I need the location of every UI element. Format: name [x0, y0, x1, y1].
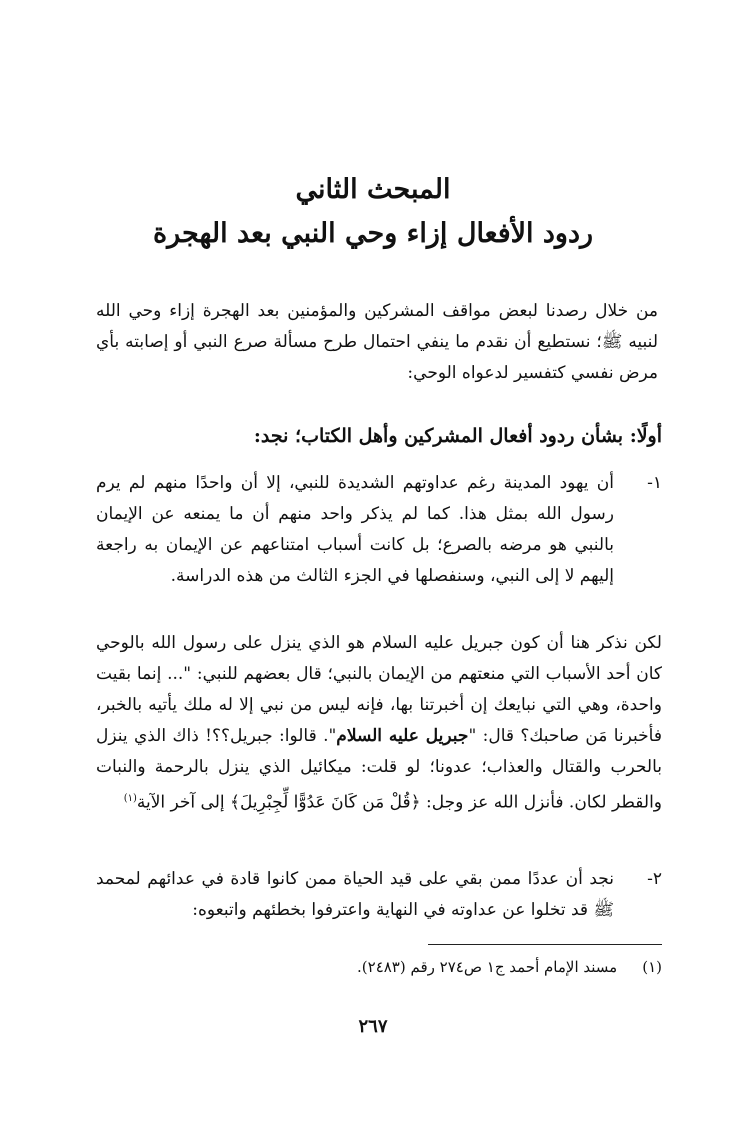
page-number: ٢٦٧ [358, 1016, 388, 1037]
title-line-1: المبحث الثاني [295, 174, 451, 205]
list-item-2 [96, 864, 662, 926]
quote-bold-name: جبريل عليه السلام [336, 726, 469, 746]
footnote-number: (١) [642, 958, 662, 976]
section-heading: أولًا: بشأن ردود أفعال المشركين وأهل الكتاب؛ نجد: [253, 425, 662, 447]
quote-paragraph [96, 628, 662, 819]
quote-text-part2: ". قالوا: جبريل؟؟! ذاك الذي ينزل بالحرب والقتال والعذاب؛ عدونا؛ لو قلت: ميكائيل الذي ينزل بالرحمة والنبات والقطر لكان. فأنزل الله عز وجل: ﴿قُلْ مَن كَانَ عَدُوًّا لِّجِبْرِيلَ﴾ إلى آخر الآية [96, 726, 662, 813]
footnote-text: مسند الإمام أحمد ج١ ص٢٧٤ رقم (٢٤٨٣). [357, 958, 618, 976]
list-item-1 [96, 468, 662, 592]
list-item-text: أن يهود المدينة رغم عداوتهم الشديدة للنبي، إلا أن واحدًا منهم لم يرم رسول الله بمثل هذا. كما لم يذكر واحد منهم أن ما يمنعه عن الإيمان بالنبي هو مرضه بالصرع؛ بل كانت أسباب امتناعهم عن الإيمان به راجعة إليهم لا إلى النبي، وسنفصلها في الجزء الثالث من هذه الدراسة. [96, 473, 614, 586]
list-item-number: ١- [647, 473, 662, 493]
quote-text-part1: لكن نذكر هنا أن كون جبريل عليه السلام هو الذي ينزل على رسول الله بالوحي كان أحد الأسباب التي منعتهم من الإيمان بالنبي؛ قال بعضهم للنبي: "... إنما بقيت واحدة، وهي التي نبايعك إن أخبرتنا بها، فإنه ليس من نبي إلا له ملك يأتيه بالخبر، فأخبرنا مَن صاحبك؟ قال: " [96, 633, 662, 746]
footnote-reference: (١) [123, 793, 137, 804]
chapter-title [0, 168, 746, 256]
list-item-text: نجد أن عددًا ممن بقي على قيد الحياة ممن كانوا قادة في عدائهم لمحمد ﷺ قد تخلوا عن عداوته في النهاية واعترفوا بخطئهم واتبعوه: [96, 869, 614, 920]
footnote [300, 954, 662, 980]
title-line-2: ردود الأفعال إزاء وحي النبي بعد الهجرة [152, 218, 594, 249]
list-item-number: ٢- [647, 869, 662, 889]
footnote-divider [428, 944, 662, 945]
intro-paragraph: من خلال رصدنا لبعض مواقف المشركين والمؤمنين بعد الهجرة إزاء وحي الله لنبيه ﷺ؛ نستطيع أن نقدم ما ينفي احتمال طرح مسألة صرع النبي أو إصابته بأي مرض نفسي كتفسير لدعواه الوحي: [96, 301, 658, 383]
